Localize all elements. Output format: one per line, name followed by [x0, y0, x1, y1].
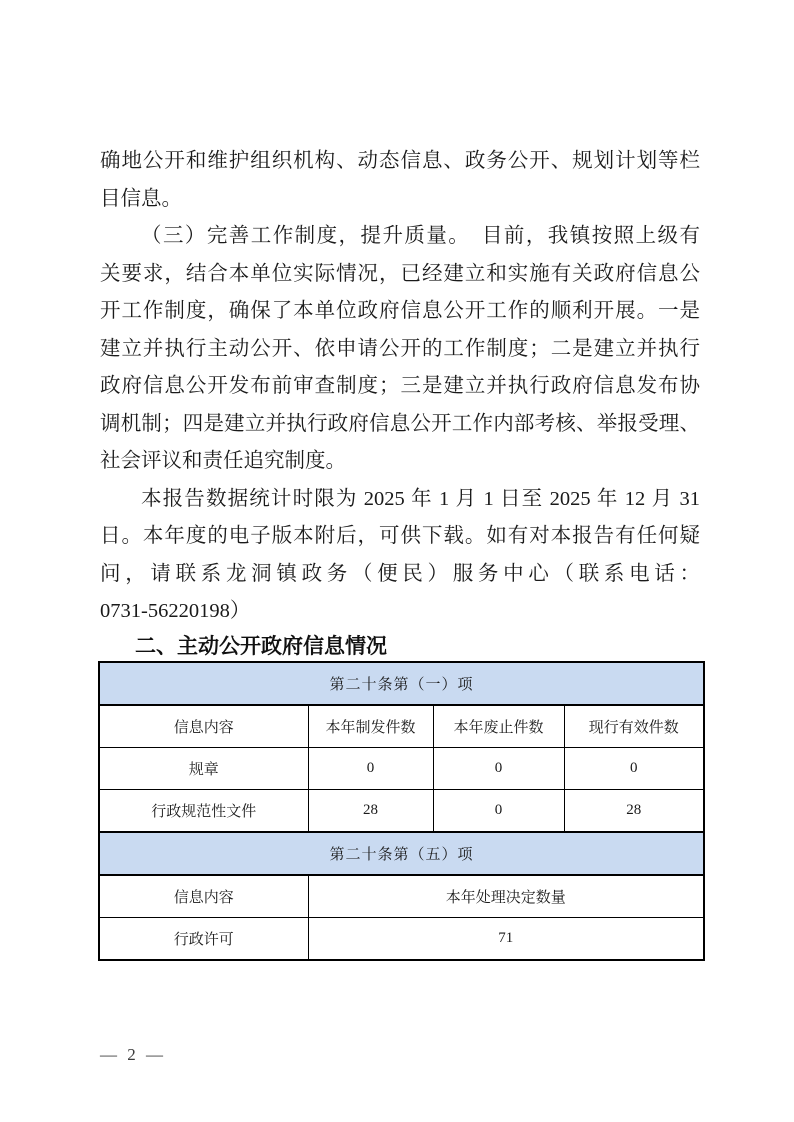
- table-cell: 71: [308, 918, 704, 961]
- table-cell: 28: [308, 790, 433, 833]
- text-line: 调机制；四是建立并执行政府信息公开工作内部考核、举报受理、: [100, 412, 700, 435]
- table-section2-header-row: [99, 875, 704, 918]
- table-cell: 0: [564, 748, 704, 790]
- table-section1-title: 第二十条第（一）项: [99, 662, 704, 705]
- table-section2-title: 第二十条第（五）项: [99, 832, 704, 875]
- table-cell: 0: [433, 790, 564, 833]
- text-line: 建立并执行主动公开、依申请公开的工作制度；二是建立并执行: [100, 337, 700, 360]
- table-header-cell: 现行有效件数: [564, 705, 704, 748]
- page-number: — 2 —: [100, 1045, 166, 1064]
- table-row: [99, 790, 704, 833]
- table-header-cell: 信息内容: [99, 705, 308, 748]
- text-line: 开工作制度，确保了本单位政府信息公开工作的顺利开展。一是: [100, 300, 700, 322]
- text-line: 0731-56220198）: [100, 600, 251, 622]
- table-header-cell: 本年处理决定数量: [308, 875, 704, 918]
- text-line: 社会评议和责任追究制度。: [100, 450, 346, 472]
- text-line: （三）完善工作制度，提升质量。 目前，我镇按照上级有: [141, 225, 700, 247]
- disclosure-table: [98, 661, 705, 961]
- table-cell: 行政规范性文件: [99, 790, 308, 833]
- table-cell: 0: [433, 748, 564, 790]
- section-heading: 二、主动公开政府信息情况: [135, 635, 387, 658]
- table-section1-title-row: [99, 662, 704, 705]
- text-line: 关要求，结合本单位实际情况，已经建立和实施有关政府信息公: [100, 262, 700, 285]
- text-line: 政府信息公开发布前审查制度；三是建立并执行政府信息发布协: [100, 375, 700, 397]
- body-text: [100, 143, 700, 631]
- table-row: [99, 918, 704, 961]
- text-line: 本报告数据统计时限为 2025 年 1 月 1 日至 2025 年 12 月 31: [141, 487, 700, 510]
- table-cell: 28: [564, 790, 704, 833]
- text-line: 日。本年度的电子版本附后，可供下载。如有对本报告有任何疑: [100, 525, 700, 547]
- text-line: 目信息。: [100, 187, 182, 210]
- table-row: [99, 748, 704, 790]
- table-section1-header-row: [99, 705, 704, 748]
- table-header-cell: 本年废止件数: [433, 705, 564, 748]
- table-cell: 行政许可: [99, 918, 308, 961]
- text-line: 问，请联系龙洞镇政务（便民）服务中心（联系电话：: [100, 562, 700, 585]
- table-cell: 规章: [99, 748, 308, 790]
- table-header-cell: 信息内容: [99, 875, 308, 918]
- table-header-cell: 本年制发件数: [308, 705, 433, 748]
- text-line: 确地公开和维护组织机构、动态信息、政务公开、规划计划等栏: [100, 150, 700, 172]
- table-section2-title-row: [99, 832, 704, 875]
- table-cell: 0: [308, 748, 433, 790]
